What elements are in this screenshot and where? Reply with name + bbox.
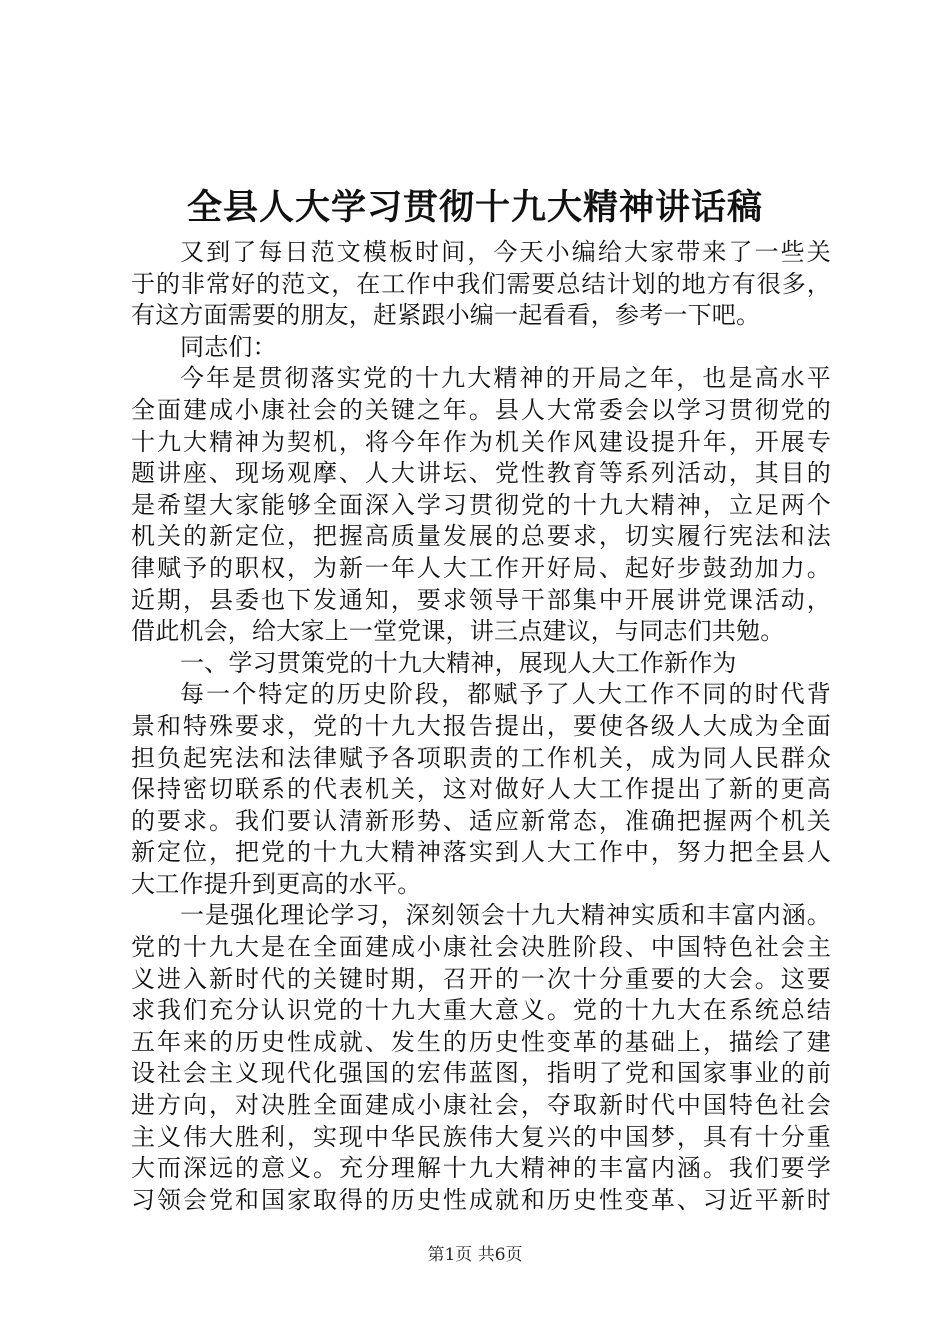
body-line: 今年是贯彻落实党的十九大精神的开局之年，也是高水平 — [180, 364, 831, 393]
body-line: 是希望大家能够全面深入学习贯彻党的十九大精神，立足两个 — [131, 490, 831, 519]
body-line: 求我们充分认识党的十九大重大意义。党的十九大在系统总结 — [131, 996, 831, 1025]
body-line: 大而深远的意义。充分理解十九大精神的丰富内涵。我们要学 — [131, 1154, 831, 1183]
body-line: 大工作提升到更高的水平。 — [131, 869, 422, 898]
body-line: 又到了每日范文模板时间，今天小编给大家带来了一些关 — [180, 238, 831, 266]
document-title: 全县人大学习贯彻十九大精神讲话稿 — [186, 187, 763, 228]
salutation: 同志们： — [180, 332, 277, 361]
body-line: 借此机会，给大家上一堂党课，讲三点建议，与同志们共勉。 — [131, 617, 785, 646]
body-line: 景和特殊要求，党的十九大报告提出，要使各级人大成为全面 — [131, 711, 831, 740]
body-line: 设社会主义现代化强国的宏伟蓝图，指明了党和国家事业的前 — [131, 1059, 831, 1088]
section-heading: 一、学习贯策党的十九大精神，展现人大工作新作为 — [180, 648, 737, 677]
body-line: 于的非常好的范文，在工作中我们需要总结计划的地方有很多， — [131, 269, 831, 298]
body-line: 机关的新定位，把握高质量发展的总要求，切实履行宪法和法 — [131, 522, 831, 551]
body-line: 律赋予的职权，为新一年人大工作开好局、起好步鼓劲加力。 — [131, 553, 831, 582]
body-line: 的要求。我们要认清新形势、适应新常态，准确把握两个机关 — [131, 806, 831, 835]
body-line: 全面建成小康社会的关键之年。县人大常委会以学习贯彻党的 — [131, 395, 831, 424]
body-line: 近期，县委也下发通知，要求领导干部集中开展讲党课活动， — [131, 585, 831, 614]
body-line: 新定位，把党的十九大精神落实到人大工作中，努力把全县人 — [131, 838, 831, 867]
body-line: 义进入新时代的关键时期，召开的一次十分重要的大会。这要 — [131, 964, 831, 993]
document-body — [131, 237, 831, 1216]
body-line: 有这方面需要的朋友，赶紧跟小编一起看看，参考一下吧。 — [131, 301, 761, 330]
body-line: 题讲座、现场观摩、人大讲坛、党性教育等系列活动，其目的 — [131, 459, 831, 488]
body-line: 每一个特定的历史阶段，都赋予了人大工作不同的时代背 — [180, 680, 831, 709]
body-line: 保持密切联系的代表机关，这对做好人大工作提出了新的更高 — [131, 775, 831, 804]
body-line: 进方向，对决胜全面建成小康社会，夺取新时代中国特色社会 — [131, 1091, 831, 1120]
page-number: 第1页 共6页 — [427, 1245, 523, 1265]
body-line: 五年来的历史性成就、发生的历史性变革的基础上，描绘了建 — [131, 1027, 831, 1056]
body-line: 习领会党和国家取得的历史性成就和历史性变革、习近平新时 — [131, 1185, 831, 1214]
body-line: 一是强化理论学习，深刻领会十九大精神实质和丰富内涵。 — [180, 901, 831, 930]
body-line: 主义伟大胜利，实现中华民族伟大复兴的中国梦，具有十分重 — [131, 1122, 831, 1151]
body-line: 担负起宪法和法律赋予各项职责的工作机关，成为同人民群众 — [131, 743, 831, 772]
body-line: 十九大精神为契机，将今年作为机关作风建设提升年，开展专 — [131, 427, 831, 456]
body-line: 党的十九大是在全面建成小康社会决胜阶段、中国特色社会主 — [131, 933, 831, 962]
